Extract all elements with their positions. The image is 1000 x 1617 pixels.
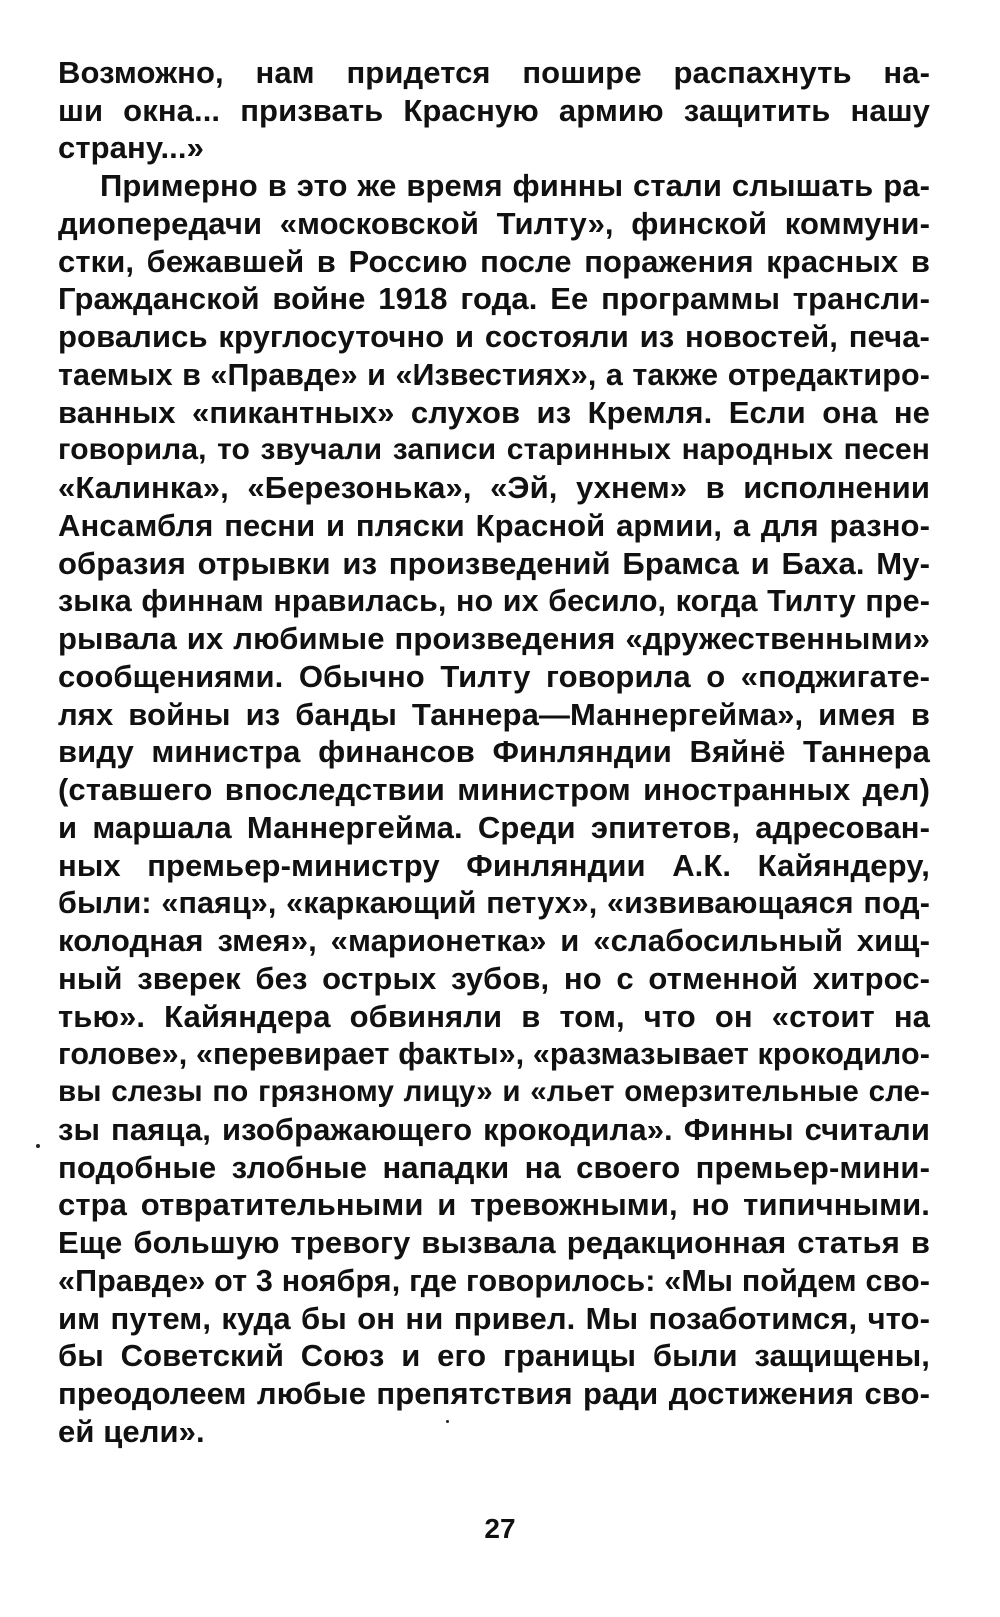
text-line: (ставшего впоследствии министром иностранных дел) (58, 772, 930, 807)
text-line: говорила, то звучали записи старинных народных песен (58, 433, 930, 466)
text-line: ванных «пикантных» слухов из Кремля. Если она не (58, 395, 930, 430)
scan-speck (36, 1144, 40, 1148)
text-line: «Правде» от 3 ноября, где говорилось: «Мы пойдем сво- (58, 1264, 930, 1298)
text-line: зы паяца, изображающего крокодила». Финны считали (58, 1112, 930, 1147)
text-line: зыка финнам нравилась, но их бесило, когда Тилту пре- (58, 584, 930, 618)
text-line: таемых в «Правде» и «Известиях», а также отредактиро- (58, 358, 930, 392)
text-line: колодная змея», «марионетка» и «слабосильный хищ- (58, 923, 930, 958)
text-line: стки, бежавшей в Россию после поражения красных в (58, 244, 930, 279)
text-line: образия отрывки из произведений Брамса и Баха. Му- (58, 546, 930, 581)
text-line: ных премьер-министру Финляндии А.К. Кайяндеру, (58, 848, 930, 883)
text-line: «Калинка», «Березонька», «Эй, ухнем» в исполнении (58, 470, 930, 505)
text-line: ровались круглосуточно и состояли из новостей, печа- (58, 319, 930, 354)
text-line: тью». Кайяндера обвиняли в том, что он «стоит на (58, 999, 930, 1034)
text-line: бы Советский Союз и его границы были защищены, (58, 1338, 930, 1373)
text-line: преодолеем любые препятствия ради достижения сво- (58, 1376, 930, 1411)
text-line: рывала их любимые произведения «дружественными» (58, 621, 930, 656)
text-line: голове», «перевирает факты», «размазывает крокодило- (58, 1037, 930, 1071)
text-line: ши окна... призвать Красную армию защитить нашу (58, 93, 930, 128)
text-line: лях войны из банды Таннера—Маннергейма», имея в (58, 697, 930, 732)
scan-speck (446, 1420, 449, 1423)
page-number: 27 (484, 1513, 516, 1544)
text-line: подобные злобные нападки на своего премьер-мини- (58, 1150, 930, 1185)
text-line: Гражданской войне 1918 года. Ее программы трансли- (58, 281, 930, 316)
text-line: были: «паяц», «каркающий петух», «извивающаяся под- (58, 886, 930, 920)
text-line: виду министра финансов Финляндии Вяйнё Таннера (58, 734, 930, 769)
text-line: диопередачи «московской Тилту», финской коммуни- (58, 206, 930, 241)
text-line: сообщениями. Обычно Тилту говорила о «поджигате- (58, 659, 930, 694)
text-line: вы слезы по грязному лицу» и «льет омерзительные сле- (58, 1075, 930, 1108)
text-line: страну...» (58, 130, 204, 165)
text-line: и маршала Маннергейма. Среди эпитетов, адресован- (58, 810, 930, 845)
text-line: Ансамбля песни и пляски Красной армии, а для разно- (58, 508, 930, 543)
text-line: Возможно, нам придется пошире распахнуть на- (58, 55, 930, 90)
text-line: ей цели». (58, 1414, 205, 1449)
text-line: стра отвратительными и тревожными, но типичными. (58, 1187, 930, 1222)
text-line: Еще большую тревогу вызвала редакционная статья в (58, 1225, 930, 1260)
text-line: им путем, куда бы он ни привел. Мы позаботимся, что- (58, 1301, 930, 1336)
text-line: ный зверек без острых зубов, но с отменной хитрос- (58, 961, 930, 996)
text-line: Примерно в это же время финны стали слышать ра- (100, 168, 930, 203)
